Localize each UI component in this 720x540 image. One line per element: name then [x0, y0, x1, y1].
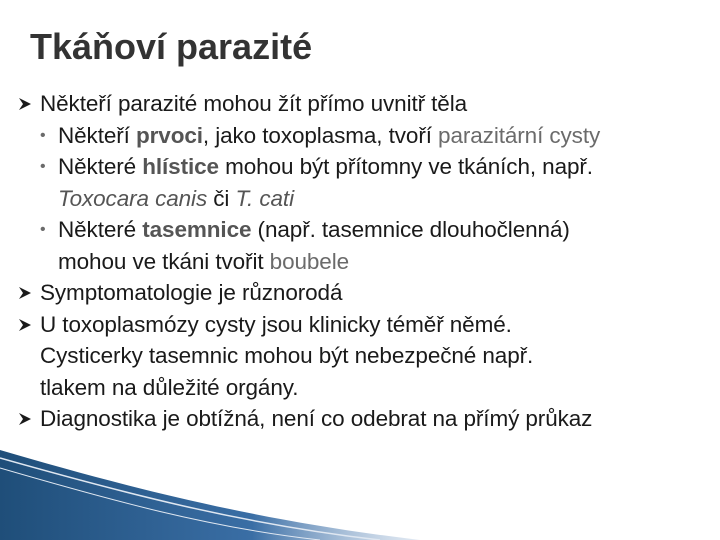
item-text: Někteří parazité mohou žít přímo uvnitř těla: [40, 91, 468, 116]
list-item: [18, 277, 718, 309]
slide-title: Tkáňoví parazité: [30, 26, 313, 67]
item-text: Některé: [58, 154, 143, 179]
arrow-bullet-icon: [18, 318, 32, 332]
item-text: Diagnostika je obtížná, není co odebrat na přímý průkaz: [40, 406, 593, 431]
list-item-continuation: [18, 372, 718, 404]
list-item: [18, 214, 718, 246]
item-text: (např. tasemnice dlouhočlenná): [251, 217, 570, 242]
arrow-bullet-icon: [18, 286, 32, 300]
species-name: T. cati: [235, 185, 294, 211]
emphasis-term: parazitární cysty: [438, 122, 601, 148]
emphasis-term: boubele: [269, 248, 350, 274]
list-item-continuation: [18, 246, 718, 278]
item-text: U toxoplasmózy cysty jsou klinicky téměř němé.: [40, 311, 512, 337]
item-text: Někteří: [58, 122, 136, 148]
item-text: či: [207, 185, 236, 211]
item-text: Cysticerky tasemnic mohou být nebezpečné např.: [40, 343, 534, 368]
species-name: Toxocara canis: [58, 185, 208, 211]
slide-content: [18, 88, 718, 435]
emphasis-term: hlístice: [142, 154, 219, 179]
list-item: [18, 309, 718, 341]
dot-bullet-icon: •: [40, 221, 46, 238]
arrow-bullet-icon: [18, 412, 32, 426]
list-item-continuation: [18, 183, 718, 215]
item-text: mohou ve tkáni tvořit: [58, 248, 270, 274]
item-text: tlakem na důležité orgány.: [40, 374, 299, 400]
decorative-swoosh: [0, 450, 720, 540]
item-text: , jako toxoplasma, tvoří: [202, 122, 439, 148]
list-item: [18, 403, 718, 435]
dot-bullet-icon: •: [40, 126, 46, 144]
list-item: [18, 120, 718, 152]
item-text: mohou být přítomny ve tkáních, např.: [218, 154, 593, 179]
arrow-bullet-icon: [18, 97, 32, 111]
emphasis-term: tasemnice: [142, 217, 252, 242]
emphasis-term: prvoci: [135, 122, 203, 148]
list-item: [18, 88, 718, 120]
list-item-continuation: [18, 340, 718, 372]
dot-bullet-icon: •: [40, 158, 46, 175]
list-item: [18, 151, 718, 183]
item-text: Symptomatologie je různorodá: [40, 280, 343, 305]
item-text: Některé: [58, 217, 143, 242]
